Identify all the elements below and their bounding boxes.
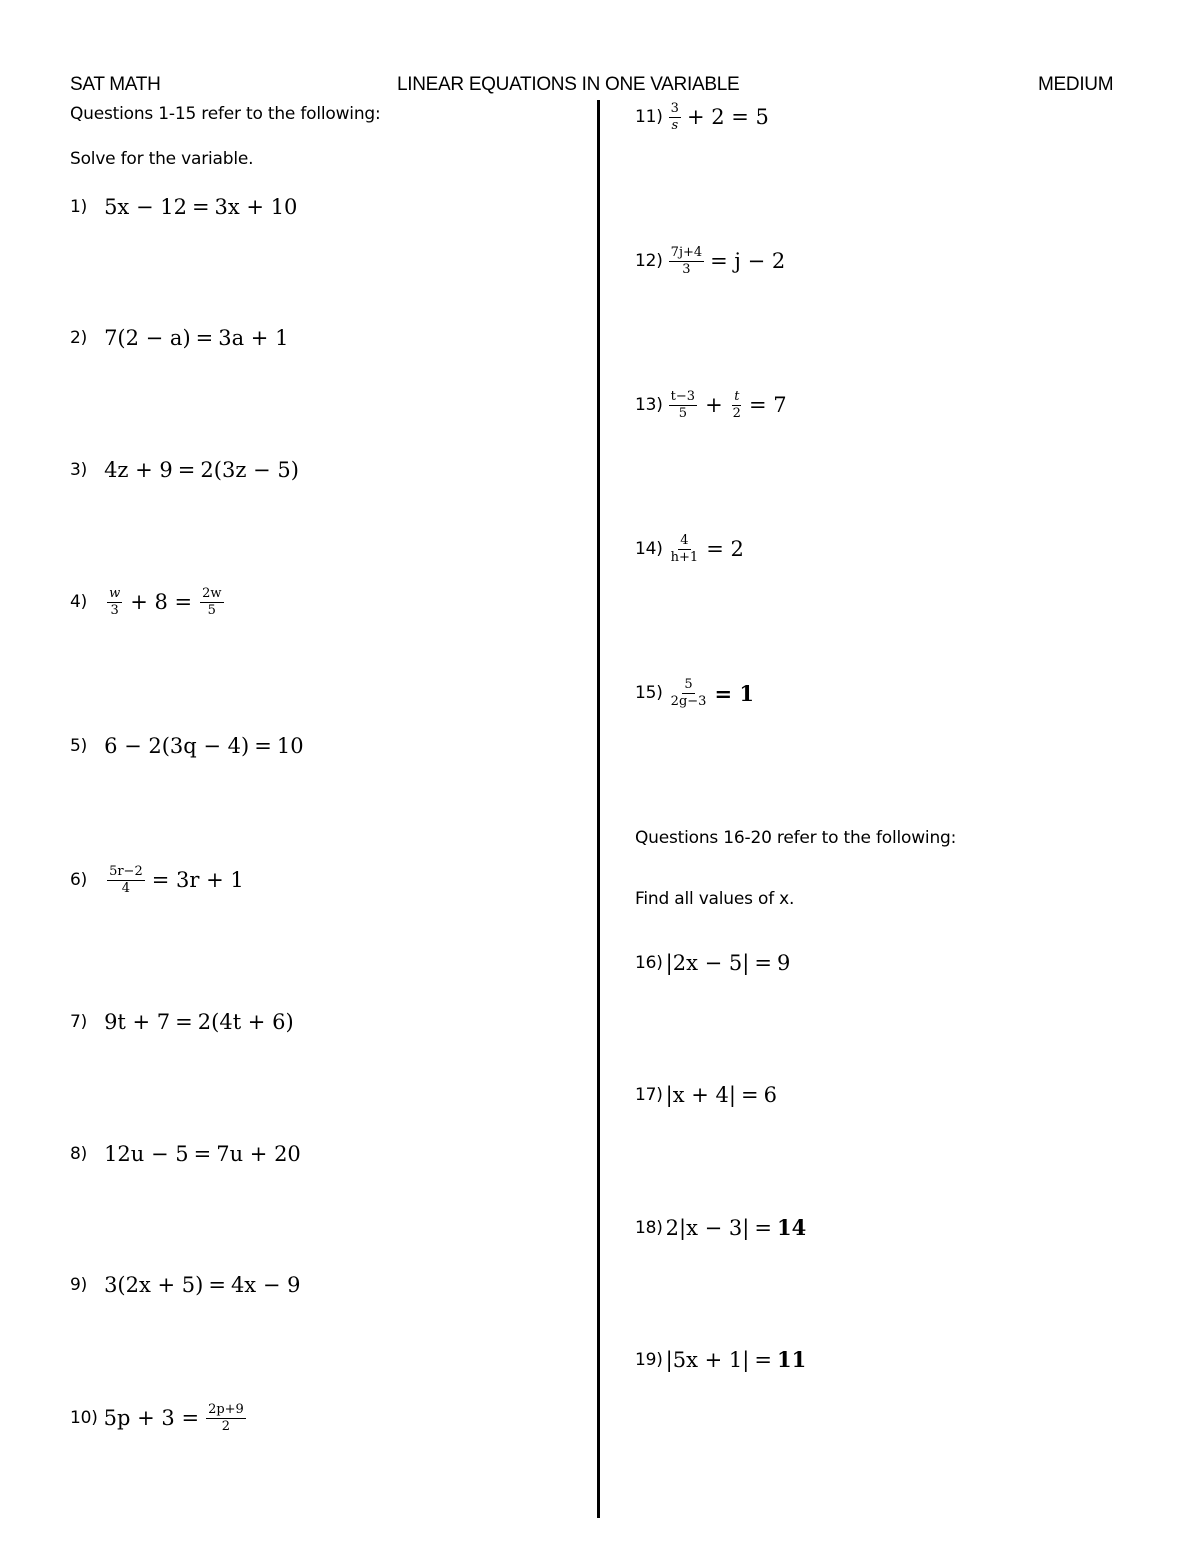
equation-right: = 3r + 1	[151, 868, 244, 893]
fraction-denominator: 2	[221, 1418, 231, 1434]
question-number: 3)	[70, 460, 88, 480]
question-16	[635, 951, 790, 975]
fraction-denominator: 3	[682, 261, 691, 277]
equation-right: 2(4t + 6)	[197, 1010, 294, 1034]
equation-left: 12u − 5	[104, 1142, 189, 1166]
section2-intro: Questions 16-20 refer to the following:	[635, 828, 957, 848]
question-3	[70, 458, 299, 482]
question-5	[70, 734, 304, 758]
question-15	[635, 678, 754, 708]
equation-right: = j − 2	[710, 249, 786, 274]
equation	[666, 534, 744, 564]
fraction-numerator: 4	[680, 533, 689, 548]
equation-left: 6 − 2(3q − 4)	[104, 734, 250, 758]
equation-left: 5x − 12	[104, 195, 187, 219]
equation-left: |5x + 1|	[665, 1347, 750, 1372]
question-number: 11)	[635, 107, 663, 128]
equation-middle: + 8 =	[130, 590, 193, 615]
equation-right: 4x − 9	[230, 1273, 301, 1297]
fraction-denominator: 2g−3	[670, 693, 707, 709]
equation: 6 − 2(3q − 4) = 10	[104, 734, 304, 758]
question-4	[70, 587, 227, 617]
fraction	[669, 102, 681, 132]
fraction	[669, 390, 697, 420]
question-number: 15)	[635, 683, 663, 704]
equation: 5x − 12 = 3x + 10	[104, 195, 298, 219]
fraction-denominator: 4	[121, 880, 131, 896]
fraction	[669, 534, 701, 564]
question-13	[635, 390, 787, 420]
question-number: 10)	[70, 1408, 98, 1429]
fraction-numerator: w	[109, 586, 121, 601]
column-divider	[597, 100, 600, 1518]
fraction-denominator: 3	[110, 602, 119, 618]
equation	[104, 865, 244, 895]
equation-right: 6	[763, 1083, 777, 1107]
equation	[104, 1403, 249, 1433]
section2-instruction: Find all values of x.	[635, 889, 795, 909]
question-9	[70, 1273, 300, 1297]
equation-middle: +	[705, 393, 723, 418]
question-number: 8)	[70, 1144, 88, 1164]
fraction-denominator: 2	[732, 405, 741, 421]
question-6	[70, 865, 244, 895]
question-2	[70, 326, 288, 350]
fraction-numerator: 5r−2	[109, 864, 143, 879]
equation-right: 9	[776, 951, 791, 975]
question-number: 1)	[70, 197, 88, 217]
question-number: 14)	[635, 539, 663, 560]
equation	[666, 390, 787, 420]
question-number: 6)	[70, 870, 88, 891]
equation-right: 2(3z − 5)	[200, 458, 299, 482]
fraction-numerator: 7j+4	[670, 245, 703, 260]
equation-left: 9t + 7	[104, 1010, 171, 1034]
fraction-numerator: t	[734, 389, 740, 404]
fraction	[200, 587, 223, 617]
equation-right: 10	[276, 734, 304, 758]
fraction-numerator: 5	[684, 677, 693, 692]
question-18	[635, 1215, 806, 1240]
fraction-numerator: t−3	[670, 389, 696, 404]
equation-left: 7(2 − a)	[104, 326, 191, 350]
question-number: 16)	[635, 953, 663, 973]
equation	[104, 587, 226, 617]
fraction-numerator: 2w	[202, 586, 222, 601]
equation	[666, 246, 786, 276]
header-topic: LINEAR EQUATIONS IN ONE VARIABLE	[397, 74, 740, 95]
fraction	[731, 390, 743, 420]
fraction-denominator: 5	[207, 602, 216, 618]
equation-left: 4z + 9	[104, 458, 173, 482]
header-subject: SAT MATH	[70, 74, 161, 95]
fraction	[107, 587, 122, 617]
question-number: 4)	[70, 592, 88, 613]
equation-right: = 7	[748, 393, 787, 418]
question-8	[70, 1142, 301, 1166]
question-number: 5)	[70, 736, 88, 756]
header-difficulty: MEDIUM	[1038, 74, 1114, 95]
equation-right: = 1	[714, 680, 754, 706]
question-1	[70, 195, 297, 219]
equation: 4z + 9 = 2(3z − 5)	[104, 458, 299, 482]
question-10	[70, 1403, 249, 1433]
question-17	[635, 1083, 777, 1107]
equation-right: 3a + 1	[218, 326, 289, 350]
fraction-denominator: h+1	[670, 549, 699, 565]
fraction-denominator: 5	[678, 405, 687, 421]
fraction-denominator: s	[671, 117, 679, 133]
question-number: 19)	[635, 1349, 663, 1370]
question-11	[635, 102, 769, 132]
equation-left: 3(2x + 5)	[104, 1273, 204, 1297]
equation-right: 7u + 20	[216, 1142, 301, 1166]
equation-left: |2x − 5|	[665, 951, 750, 975]
equation	[666, 102, 769, 132]
equation-right: 14	[776, 1215, 807, 1240]
equation: 9t + 7 = 2(4t + 6)	[104, 1010, 294, 1034]
section1-instruction: Solve for the variable.	[70, 149, 254, 169]
equation-left: |x + 4|	[665, 1083, 736, 1107]
equation: 7(2 − a) = 3a + 1	[104, 326, 289, 350]
question-19	[635, 1347, 806, 1372]
question-14	[635, 534, 744, 564]
question-7	[70, 1010, 294, 1034]
equation: |5x + 1| = 11	[665, 1347, 807, 1372]
equation-right: = 2	[706, 537, 744, 562]
equation: 12u − 5 = 7u + 20	[104, 1142, 301, 1166]
fraction	[669, 246, 704, 276]
question-number: 2)	[70, 328, 88, 348]
fraction	[669, 678, 709, 708]
fraction-numerator: 3	[670, 101, 679, 116]
equation-left: 2|x − 3|	[665, 1215, 750, 1240]
equation	[666, 678, 754, 708]
equation: |x + 4| = 6	[665, 1083, 777, 1107]
question-number: 13)	[635, 395, 663, 416]
equation: 2|x − 3| = 14	[665, 1215, 807, 1240]
equation-left: 5p + 3 =	[103, 1406, 200, 1431]
equation: 3(2x + 5) = 4x − 9	[104, 1273, 301, 1297]
question-12	[635, 246, 785, 276]
equation-right: 11	[776, 1347, 807, 1372]
question-number: 9)	[70, 1275, 88, 1295]
fraction-numerator: 2p+9	[208, 1402, 244, 1417]
fraction	[107, 865, 145, 895]
equation-right: 3x + 10	[214, 195, 298, 219]
question-number: 7)	[70, 1012, 88, 1032]
equation-right: + 2 = 5	[686, 105, 769, 130]
question-number: 12)	[635, 251, 663, 272]
question-number: 18)	[635, 1217, 663, 1238]
equation: |2x − 5| = 9	[665, 951, 791, 975]
section1-intro: Questions 1-15 refer to the following:	[70, 104, 381, 124]
question-number: 17)	[635, 1085, 663, 1105]
fraction	[206, 1403, 246, 1433]
